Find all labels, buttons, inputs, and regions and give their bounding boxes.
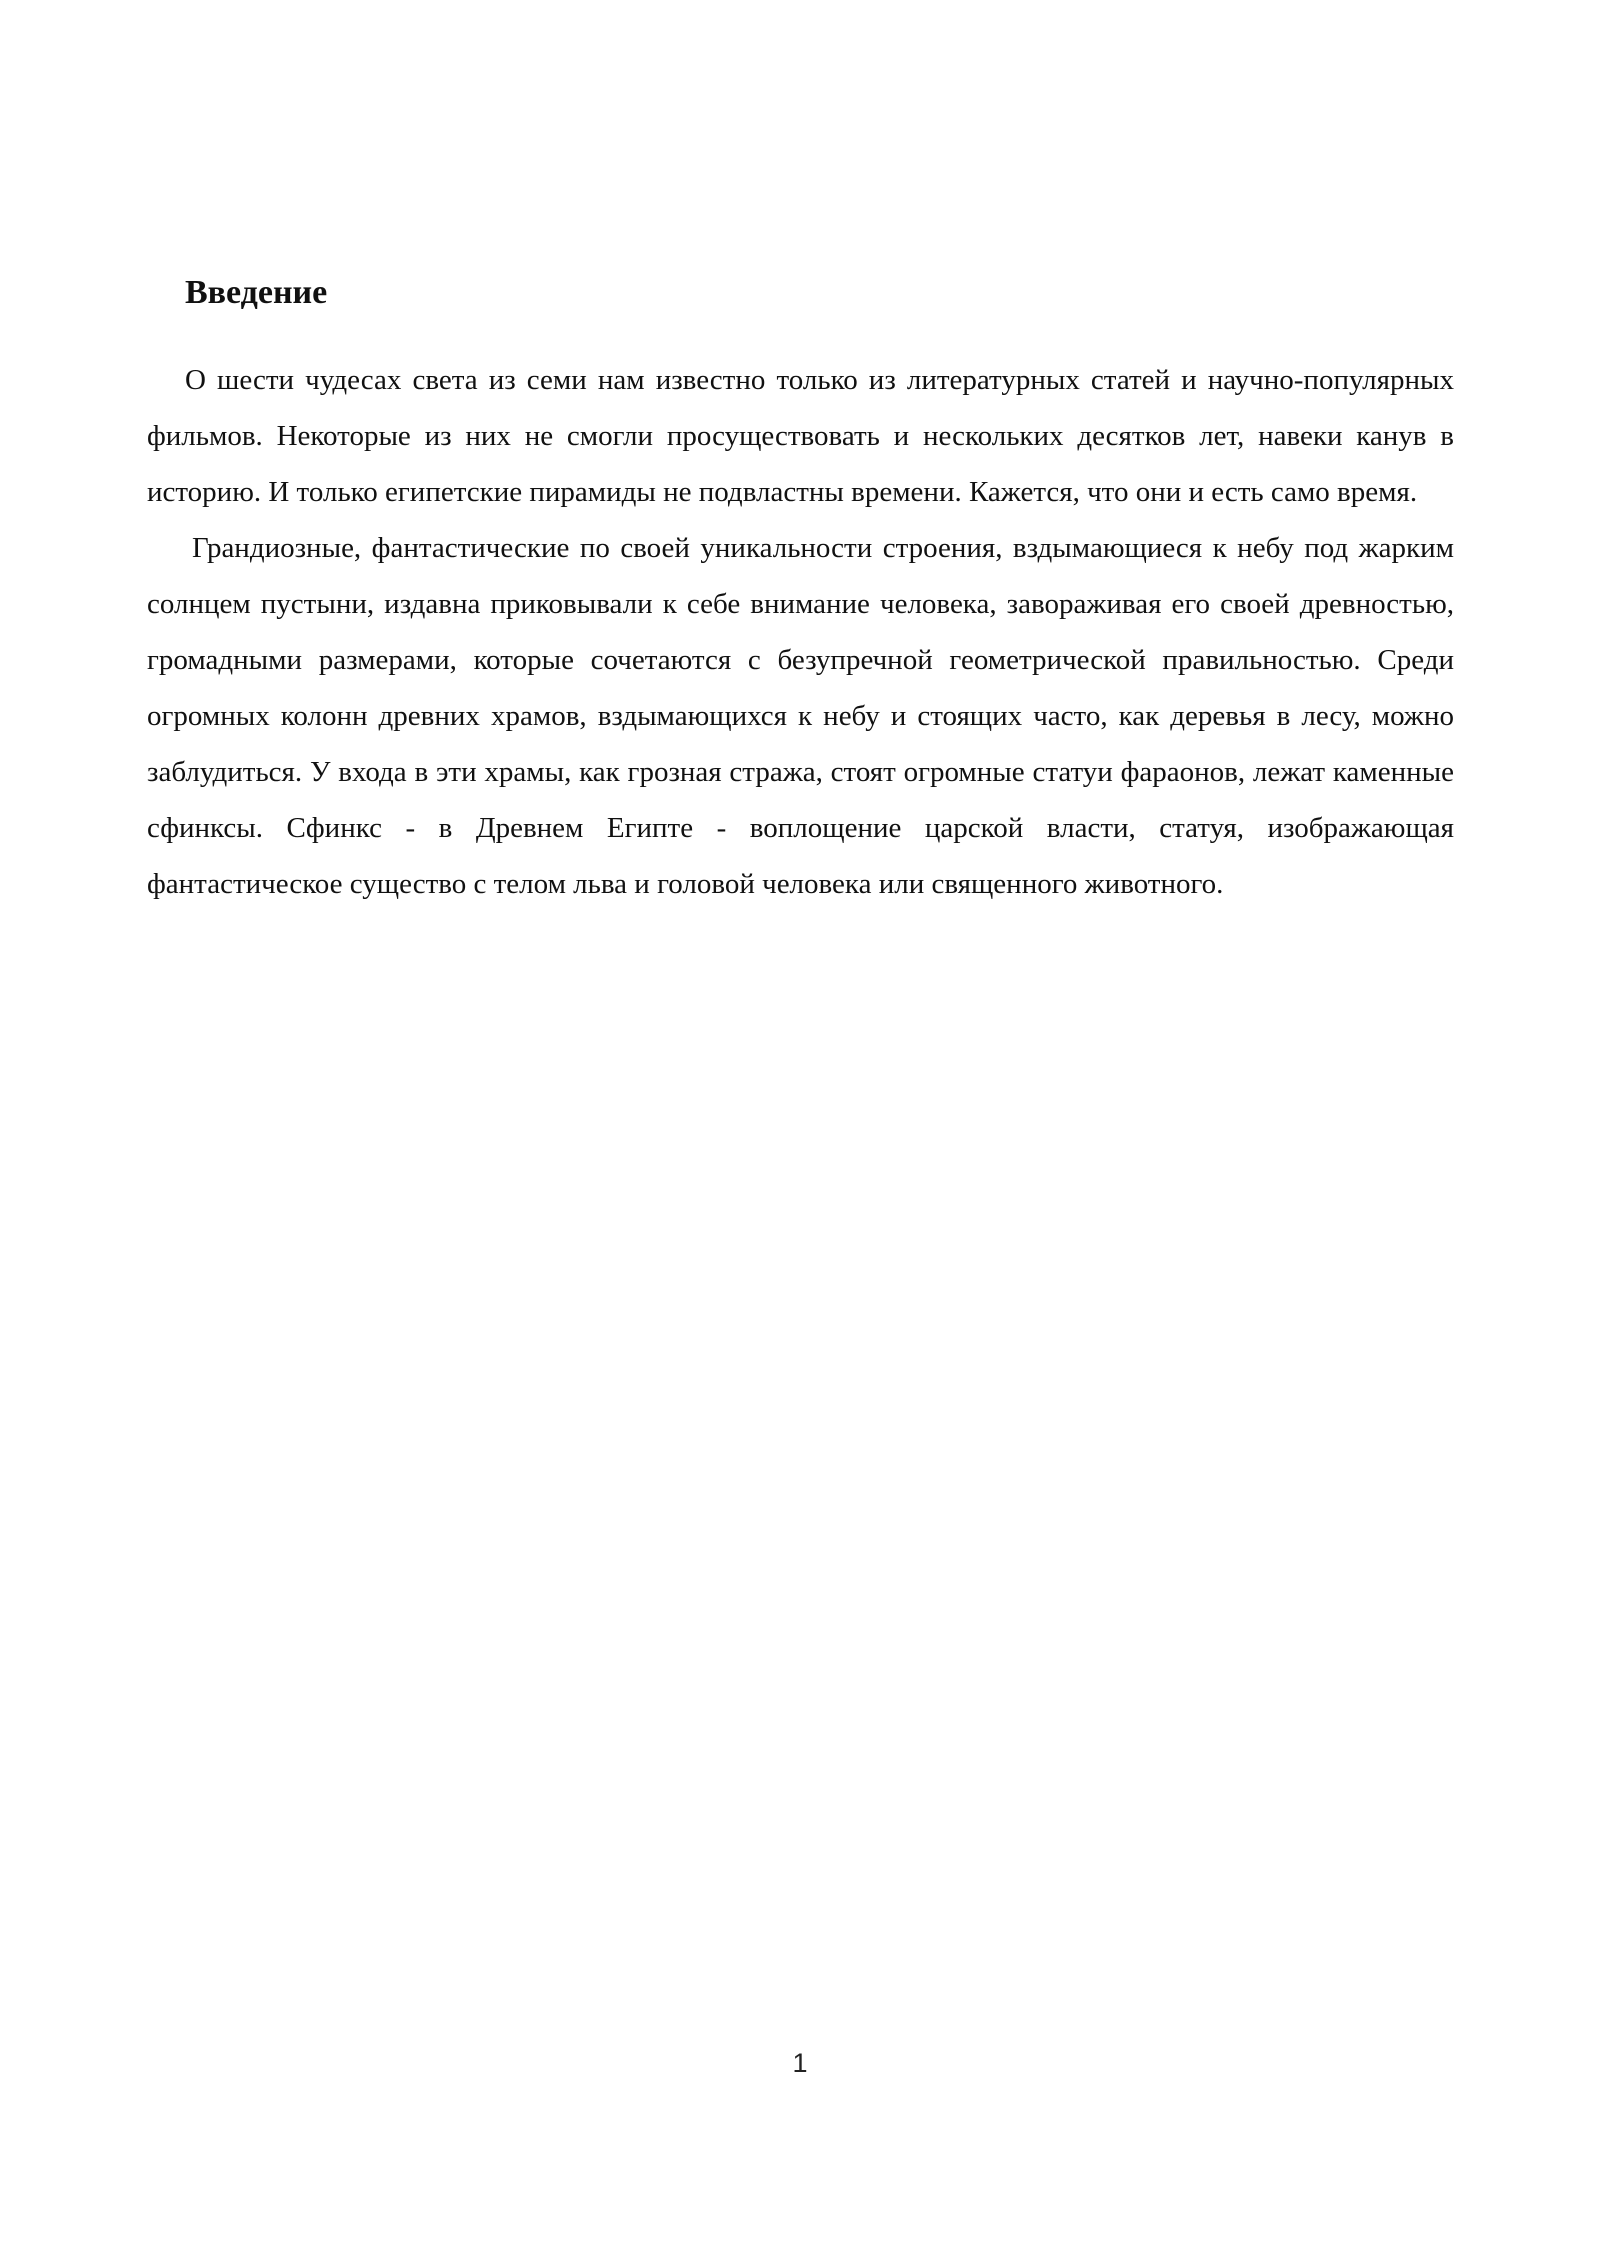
page-content [147,258,1454,912]
section-heading: Введение [185,274,328,311]
paragraph-1: О шести чудесах света из семи нам известно только из литературных статей и научно-популярных фильмов. Некоторые из них не смогли просуществовать и нескольких десятков лет, навеки канув в историю. И только египетские пирамиды не подвластны времени. Кажется, что они и есть само время. [147,364,1454,508]
paragraph-2: Грандиозные, фантастические по своей уникальности строения, вздымающиеся к небу под жарким солнцем пустыни, издавна приковывали к себе внимание человека, завораживая его своей древностью, громадными размерами, которые сочетаются с безупречной геометрической правильностью. Среди огромных колонн древних храмов, вздымающихся к небу и стоящих часто, как деревья в лесу, можно заблудиться. У входа в эти храмы, как грозная стража, стоят огромные статуи фараонов, лежат каменные сфинксы. Сфинкс - в Древнем Египте - воплощение царской власти, статуя, изображающая фантастическое существо с телом льва и головой человека или священного животного. [147,532,1454,900]
page-number: 1 [792,2048,808,2078]
